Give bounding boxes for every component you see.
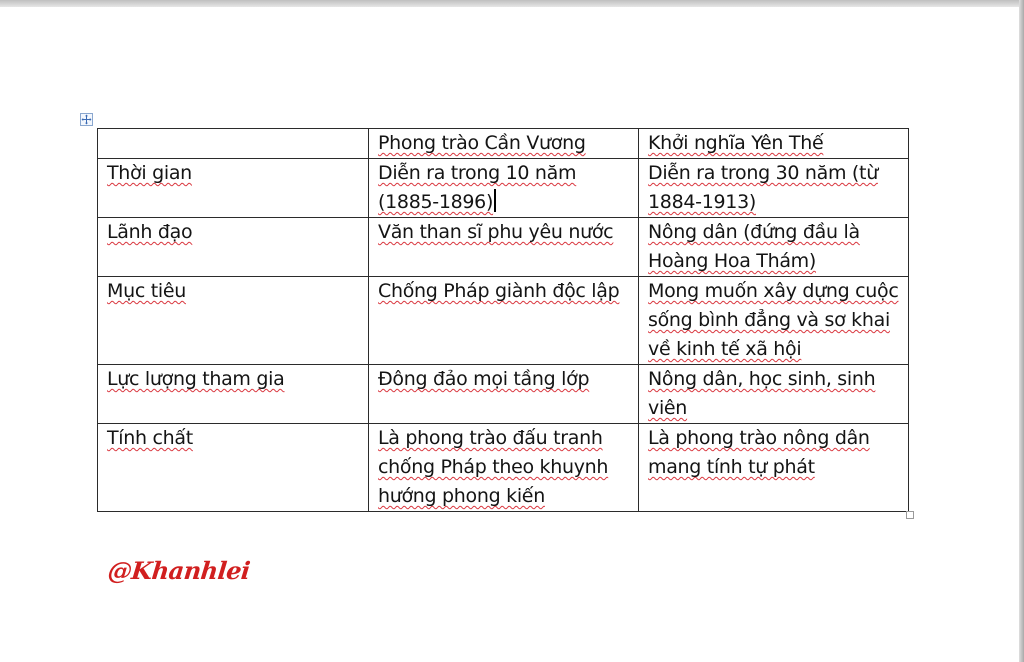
yen-the-cell[interactable] [639,365,909,424]
can-vuong-text: Chống Pháp giành độc lập [378,280,620,302]
vertical-scrollbar[interactable] [1019,0,1024,662]
header-cell-can-vuong[interactable] [369,129,639,159]
can-vuong-text: Là phong trào đấu tranh chống Pháp theo khuynh hướng phong kiến [378,427,609,507]
yen-the-text: Diễn ra trong 30 năm (từ 1884-1913) [648,162,878,213]
row-label-cell[interactable] [98,424,369,512]
table-row [98,365,909,424]
yen-the-cell[interactable] [639,159,909,218]
table-row [98,424,909,512]
yen-the-cell[interactable] [639,218,909,277]
can-vuong-cell[interactable] [369,277,639,365]
header-yen-the-text: Khởi nghĩa Yên Thế [648,132,824,154]
can-vuong-cell[interactable] [369,424,639,512]
row-label: Lãnh đạo [107,221,193,243]
watermark-signature: @Khanhlei [106,556,252,585]
header-cell-yen-the[interactable] [639,129,909,159]
table-header-row [98,129,909,159]
yen-the-text: Nông dân, học sinh, sinh viên [648,368,876,419]
yen-the-cell[interactable] [639,424,909,512]
yen-the-text: Là phong trào nông dân mang tính tự phát [648,427,870,478]
row-label-cell[interactable] [98,365,369,424]
can-vuong-cell[interactable] [369,218,639,277]
row-label: Mục tiêu [107,280,186,302]
yen-the-text: Nông dân (đứng đầu là Hoàng Hoa Thám) [648,221,860,272]
row-label-cell[interactable] [98,159,369,218]
row-label-cell[interactable] [98,277,369,365]
table-row [98,277,909,365]
header-cell-empty[interactable] [98,129,369,159]
can-vuong-text: Văn than sĩ phu yêu nước [378,221,614,243]
table-row [98,159,909,218]
header-can-vuong-text: Phong trào Cần Vương [378,132,586,154]
window-top-edge [0,0,1024,7]
row-label: Lực lượng tham gia [107,368,285,390]
row-label: Tính chất [107,427,193,449]
row-label: Thời gian [107,162,192,184]
table-move-handle-icon[interactable] [80,113,93,126]
yen-the-cell[interactable] [639,277,909,365]
table-resize-handle-icon[interactable] [906,511,914,519]
can-vuong-text: Đông đảo mọi tầng lớp [378,368,590,390]
can-vuong-text: Diễn ra trong 10 năm (1885-1896) [378,162,577,213]
can-vuong-cell[interactable] [369,365,639,424]
can-vuong-cell[interactable] [369,159,639,218]
table-row [98,218,909,277]
yen-the-text: Mong muốn xây dựng cuộc sống bình đẳng và sơ khai về kinh tế xã hội [648,280,899,360]
text-cursor [494,189,496,212]
comparison-table [97,128,909,512]
row-label-cell[interactable] [98,218,369,277]
